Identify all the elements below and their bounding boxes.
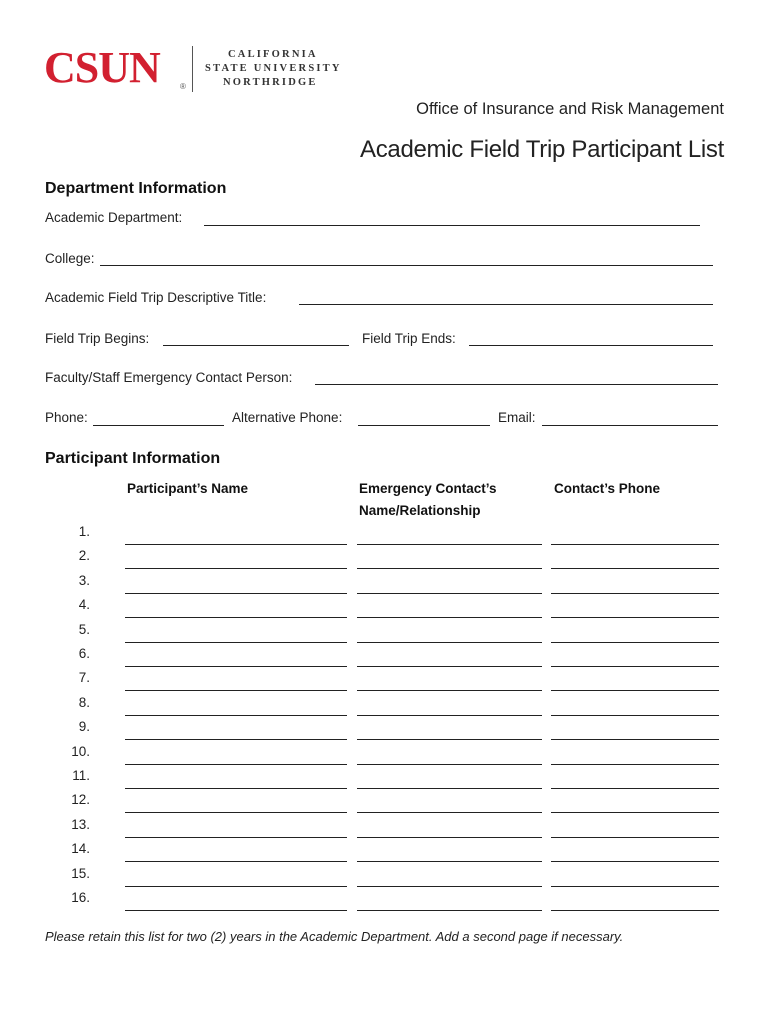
row-number: 7. — [78, 670, 90, 686]
emergency-contact-field[interactable] — [357, 568, 542, 569]
emergency-contact-field[interactable] — [357, 666, 542, 667]
academic-department-label: Academic Department: — [45, 210, 183, 225]
emergency-contact-column-header — [359, 478, 497, 522]
emergency-contact-field[interactable] — [357, 739, 542, 740]
department-info-heading: Department Information — [45, 180, 227, 197]
descriptive-title-field[interactable] — [299, 304, 713, 305]
logo-line-california: CALIFORNIA — [228, 49, 318, 60]
contact-phone-field[interactable] — [551, 812, 719, 813]
trip-begins-label: Field Trip Begins: — [45, 331, 150, 346]
emergency-contact-field[interactable] — [357, 642, 542, 643]
participant-name-field[interactable] — [125, 861, 347, 862]
row-number: 6. — [78, 646, 90, 661]
emergency-contact-field[interactable] — [357, 886, 542, 887]
participant-name-field[interactable] — [125, 593, 347, 594]
row-number: 4. — [78, 597, 90, 613]
logo-line-northridge: NORTHRIDGE — [223, 77, 318, 88]
emergency-contact-person-field[interactable] — [315, 384, 718, 385]
participant-name-field[interactable] — [125, 764, 347, 765]
phone-label: Phone: — [45, 410, 88, 425]
row-number: 3. — [78, 572, 90, 588]
participant-name-field[interactable] — [125, 544, 347, 545]
emergency-contact-field[interactable] — [357, 812, 542, 813]
emergency-contact-field[interactable] — [357, 861, 542, 862]
emergency-contact-field[interactable] — [357, 910, 542, 911]
contact-phone-field[interactable] — [551, 617, 719, 618]
row-number: 15. — [71, 865, 90, 881]
participant-name-field[interactable] — [125, 788, 347, 789]
emergency-contact-field[interactable] — [357, 837, 542, 838]
emergency-contact-field[interactable] — [357, 690, 542, 691]
participant-name-field[interactable] — [125, 910, 347, 911]
trip-ends-label: Field Trip Ends: — [362, 331, 456, 346]
logo-divider — [192, 46, 193, 92]
row-number: 2. — [78, 548, 90, 564]
contact-phone-field[interactable] — [551, 739, 719, 740]
row-number: 8. — [78, 694, 90, 710]
trip-begins-field[interactable] — [163, 345, 349, 346]
phone-field[interactable] — [93, 425, 224, 426]
emergency-contact-field[interactable] — [357, 788, 542, 789]
alternative-phone-label: Alternative Phone: — [232, 410, 343, 425]
contact-phone-field[interactable] — [551, 690, 719, 691]
participant-name-field[interactable] — [125, 715, 347, 716]
row-number: 11. — [72, 768, 90, 783]
row-number: 16. — [71, 890, 90, 905]
alternative-phone-field[interactable] — [358, 425, 490, 426]
retention-note: Please retain this list for two (2) years in the Academic Department. Add a second page if necessary. — [45, 929, 624, 944]
office-name: Office of Insurance and Risk Management — [416, 100, 724, 118]
participant-info-heading: Participant Information — [45, 450, 221, 467]
emergency-contact-field[interactable] — [357, 593, 542, 594]
row-number: 14. — [71, 841, 90, 857]
contact-phone-field[interactable] — [551, 764, 719, 765]
contact-phone-column-header: Contact’s Phone — [554, 481, 661, 496]
contact-phone-field[interactable] — [551, 788, 719, 789]
row-number: 10. — [71, 743, 90, 759]
emergency-contact-field[interactable] — [357, 715, 542, 716]
emergency-contact-field[interactable] — [357, 544, 542, 545]
registered-mark: ® — [180, 82, 186, 91]
page-title: Academic Field Trip Participant List — [359, 136, 724, 163]
contact-phone-field[interactable] — [551, 861, 719, 862]
row-number: 13. — [71, 816, 90, 832]
participant-name-field[interactable] — [125, 837, 347, 838]
contact-phone-field[interactable] — [551, 544, 719, 545]
academic-department-field[interactable] — [204, 225, 700, 226]
college-field[interactable] — [100, 265, 713, 266]
contact-phone-field[interactable] — [551, 910, 719, 911]
emergency-contact-field[interactable] — [357, 617, 542, 618]
emergency-contact-header-line2: Name/Relationship — [359, 503, 481, 518]
participant-name-column-header: Participant’s Name — [127, 481, 249, 496]
participant-name-field[interactable] — [125, 690, 347, 691]
college-label: College: — [45, 251, 95, 266]
row-number: 5. — [78, 621, 90, 637]
participant-name-field[interactable] — [125, 812, 347, 813]
trip-ends-field[interactable] — [469, 345, 713, 346]
descriptive-title-label: Academic Field Trip Descriptive Title: — [45, 290, 267, 305]
participant-name-field[interactable] — [125, 617, 347, 618]
emergency-contact-header-line1: Emergency Contact’s — [359, 481, 497, 496]
participant-name-field[interactable] — [125, 666, 347, 667]
participant-name-field[interactable] — [125, 642, 347, 643]
row-number: 9. — [78, 719, 90, 735]
participant-name-field[interactable] — [125, 739, 347, 740]
contact-phone-field[interactable] — [551, 837, 719, 838]
contact-phone-field[interactable] — [551, 666, 719, 667]
participant-name-field[interactable] — [125, 568, 347, 569]
logo-line-state-university: STATE UNIVERSITY — [205, 63, 342, 74]
contact-phone-field[interactable] — [551, 642, 719, 643]
csun-logo-wordmark: CSUN — [44, 43, 160, 92]
emergency-contact-field[interactable] — [357, 764, 542, 765]
row-number: 1. — [78, 524, 90, 539]
email-label: Email: — [498, 410, 536, 425]
contact-phone-field[interactable] — [551, 568, 719, 569]
contact-phone-field[interactable] — [551, 886, 719, 887]
row-number: 12. — [71, 792, 90, 808]
participant-name-field[interactable] — [125, 886, 347, 887]
contact-phone-field[interactable] — [551, 593, 719, 594]
emergency-contact-person-label: Faculty/Staff Emergency Contact Person: — [45, 370, 293, 385]
email-field[interactable] — [542, 425, 718, 426]
contact-phone-field[interactable] — [551, 715, 719, 716]
